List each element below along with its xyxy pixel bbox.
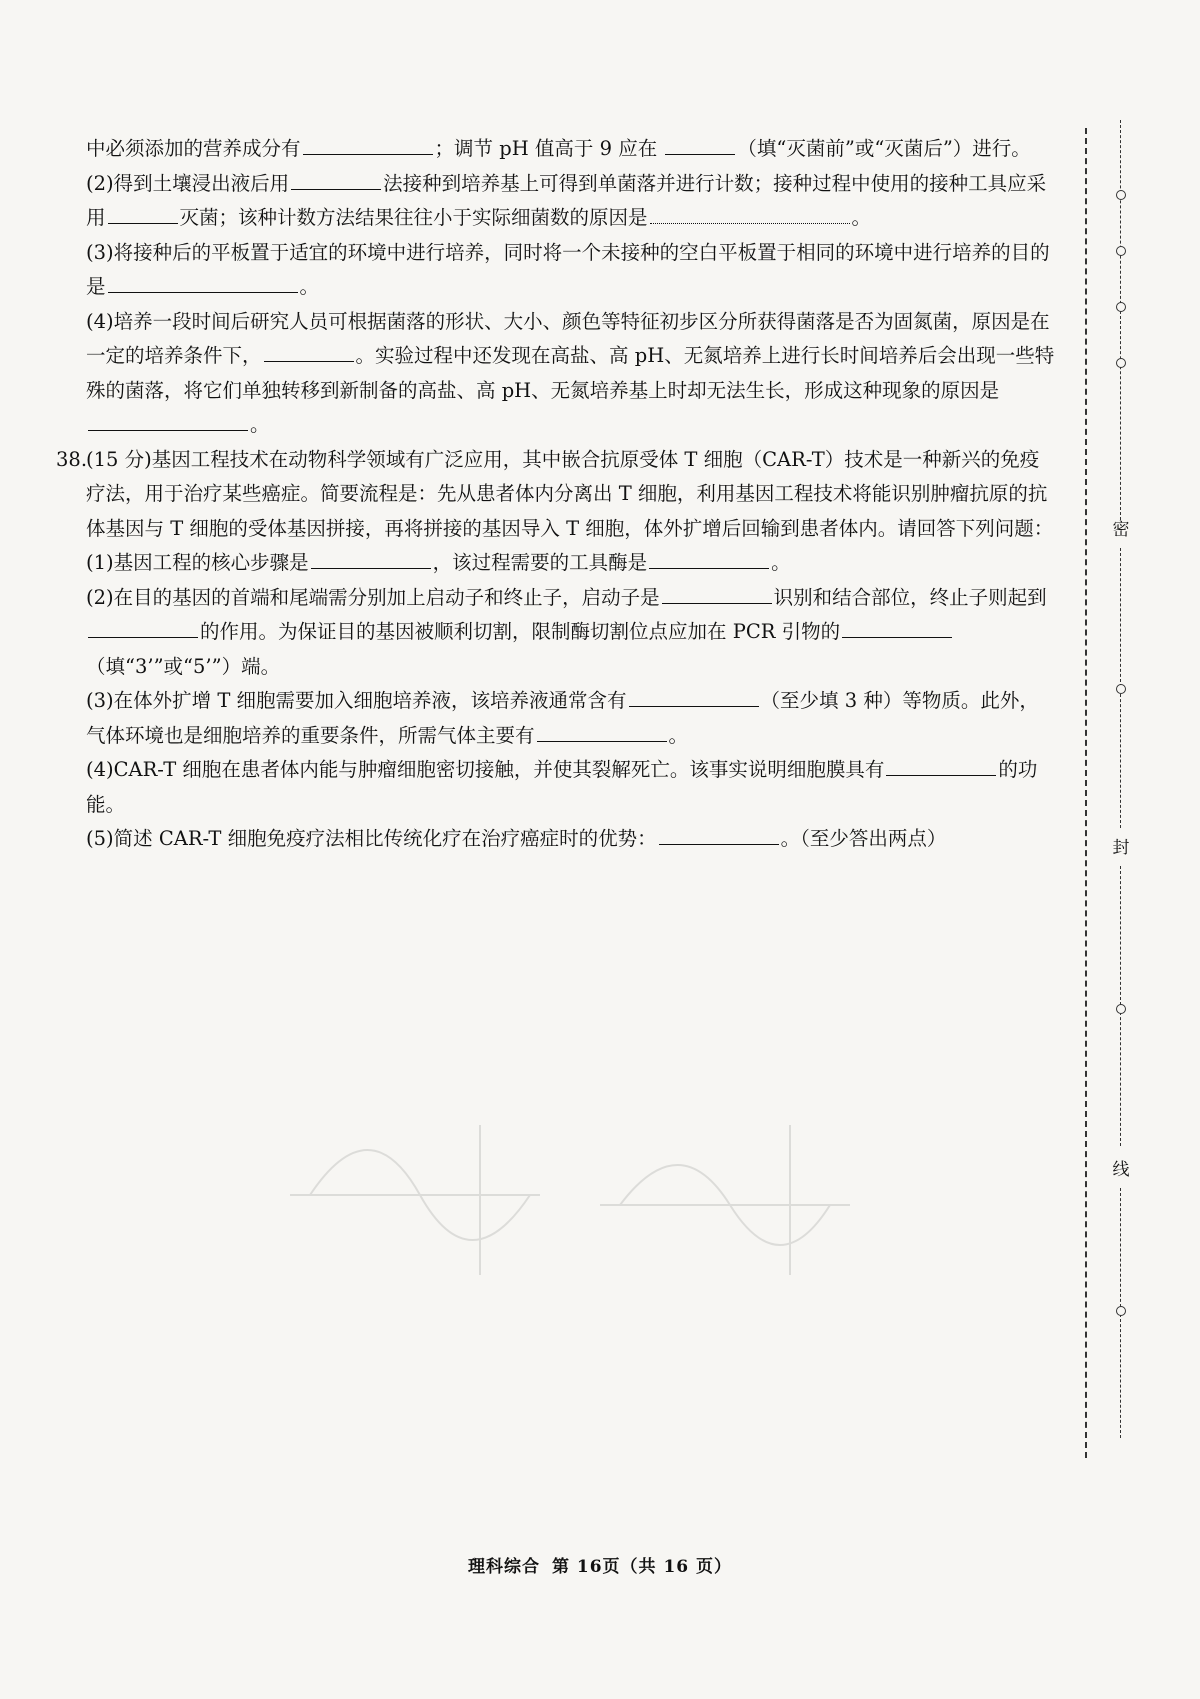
answer-blank[interactable] (303, 132, 433, 155)
q37-part1: 中必须添加的营养成分有 ；调节 pH 值高于 9 应在 （填“灭菌前”或“灭菌后”）进行。 (86, 132, 1056, 167)
question-content (56, 132, 1056, 857)
page-footer (0, 1552, 1200, 1577)
answer-blank[interactable] (650, 201, 850, 224)
binding-hole (1116, 1004, 1126, 1014)
binding-hole (1116, 358, 1126, 368)
answer-blank[interactable] (649, 546, 769, 569)
answer-blank[interactable] (842, 615, 952, 638)
binding-dash (1120, 120, 1121, 520)
binding-hole (1116, 1306, 1126, 1316)
answer-blank[interactable] (665, 132, 735, 155)
q38-part2: (2)在目的基因的首端和尾端需分别加上启动子和终止子，启动子是 识别和结合部位，终止子则起到的作用。为保证目的基因被顺利切割，限制酶切割位点应加在 PCR 引物的（填“3’”或“5’”）端。 (86, 581, 1056, 685)
q37-part4: (4)培养一段时间后研究人员可根据菌落的形状、大小、颜色等特征初步区分所获得菌落是否为固氮菌，原因是在一定的培养条件下， 。实验过程中还发现在高盐、高 pH、无氮培养上进行长时间培养后会出现一些特殊的菌落，将它们单独转移到新制备的高盐、高 pH、无氮培养基上时却无法生长，形成这种现象的原因是。 (86, 309, 1055, 436)
answer-blank[interactable] (108, 201, 178, 224)
answer-blank[interactable] (659, 822, 779, 845)
q38-part4: (4)CAR-T 细胞在患者体内能与肿瘤细胞密切接触，并使其裂解死亡。该事实说明细胞膜具有 的功能。 (86, 753, 1056, 822)
answer-blank[interactable] (264, 339, 354, 362)
answer-blank[interactable] (662, 581, 772, 604)
answer-blank[interactable] (108, 270, 298, 293)
binding-hole (1116, 684, 1126, 694)
answer-blank[interactable] (886, 753, 996, 776)
q38-part5: (5)简述 CAR-T 细胞免疫疗法相比传统化疗在治疗癌症时的优势： 。（至少答出两点） (86, 822, 1056, 857)
binding-line (1085, 128, 1087, 1458)
answer-blank[interactable] (537, 719, 667, 742)
q37-part2: (2)得到土壤浸出液后用 法接种到培养基上可得到单菌落并进行计数；接种过程中使用的接种工具应采用 灭菌；该种计数方法结果往往小于实际细菌数的原因是 。 (86, 167, 1056, 236)
answer-blank[interactable] (88, 615, 198, 638)
q37-part3: (3)将接种后的平板置于适宜的环境中进行培养，同时将一个未接种的空白平板置于相同的环境中进行培养的目的是 。 (86, 240, 1050, 298)
answer-blank[interactable] (88, 408, 248, 431)
q38-intro: 38. (15 分)基因工程技术在动物科学领域有广泛应用，其中嵌合抗原受体 T 细胞（CAR-T）技术是一种新兴的免疫疗法，用于治疗某些癌症。简要流程是：先从患者体内分离出 T 细胞，利用基因工程技术将能识别肿瘤抗原的抗体基因与 T 细胞的受体基因拼接，再将拼接的基因导入 T 细胞，体外扩增后回输到患者体内。请回答下列问题： (58, 443, 1056, 547)
footer-subject: 理科综合 (467, 1557, 540, 1577)
binding-mark-xian: 线 (1110, 1160, 1132, 1180)
question-number: 38. (56, 447, 88, 471)
q38-part3: (3)在体外扩增 T 细胞需要加入细胞培养液，该培养液通常含有 （至少填 3 种）等物质。此外，气体环境也是细胞培养的重要条件，所需气体主要有 。 (86, 684, 1056, 753)
q38-part1: (1)基因工程的核心步骤是 ，该过程需要的工具酶是 。 (86, 546, 1056, 581)
answer-blank[interactable] (291, 167, 381, 190)
answer-blank[interactable] (629, 684, 759, 707)
binding-hole (1116, 302, 1126, 312)
answer-blank[interactable] (311, 546, 431, 569)
binding-mark-mi: 密 (1110, 520, 1132, 540)
binding-hole (1116, 190, 1126, 200)
bleed-through-graph (290, 1125, 850, 1285)
footer-page-number: 第 16页（共 16 页） (551, 1557, 733, 1577)
binding-mark-feng: 封 (1110, 838, 1132, 858)
binding-hole (1116, 246, 1126, 256)
